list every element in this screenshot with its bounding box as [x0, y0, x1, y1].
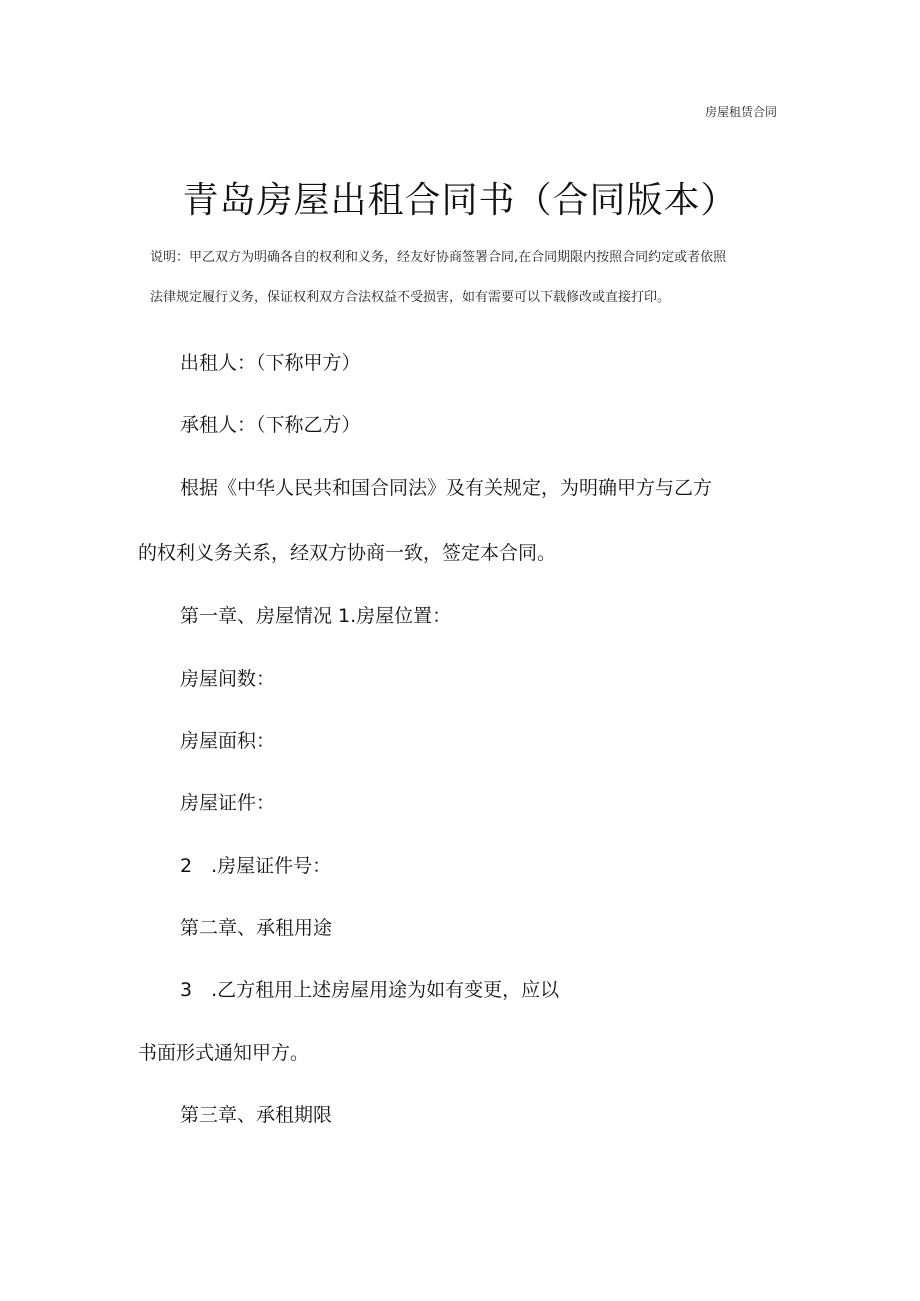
usage-line-2: 书面形式通知甲方。 — [138, 1042, 310, 1064]
rooms-line: 房屋间数： — [180, 668, 276, 690]
note-line-2: 法律规定履行义务，保证权利双方合法权益不受损害，如有需要可以下载修改或直接打印。 — [150, 290, 671, 305]
preamble-line-1: 根据《中华人民共和国合同法》及有关规定，为明确甲方与乙方 — [180, 477, 713, 499]
document-title: 青岛房屋出租合同书（合同版本） — [182, 180, 738, 221]
usage-line-1: 3 .乙方租用上述房屋用途为如有变更，应以 — [180, 979, 560, 1001]
running-header: 房屋租赁合同 — [705, 105, 778, 119]
chapter-3-heading: 第三章、承租期限 — [180, 1104, 333, 1126]
lessor-line: 出租人：（下称甲方） — [180, 352, 361, 374]
lessee-line: 承租人：（下称乙方） — [180, 414, 361, 436]
note-line-1: 说明：甲乙双方为明确各自的权利和义务，经友好协商签署合同,在合同期限内按照合同约定或者依照 — [150, 250, 727, 265]
preamble-line-2: 的权利义务关系，经双方协商一致，签定本合同。 — [138, 542, 557, 564]
area-line: 房屋面积： — [180, 730, 276, 752]
chapter-2-heading: 第二章、承租用途 — [180, 917, 333, 939]
certificate-line: 房屋证件： — [180, 792, 276, 814]
chapter-1-heading: 第一章、房屋情况 1.房屋位置： — [180, 605, 452, 627]
certificate-number-line: 2 .房屋证件号： — [180, 855, 332, 877]
